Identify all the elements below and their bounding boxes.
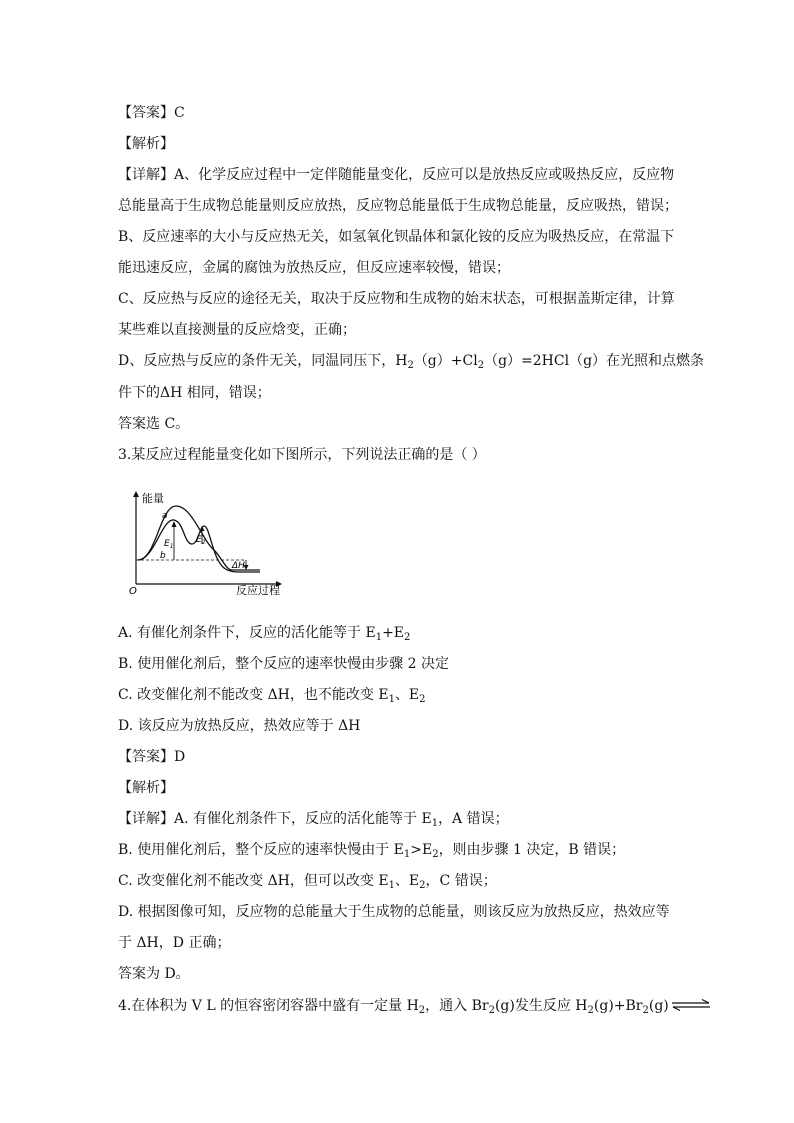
subscript: 2 bbox=[407, 360, 414, 371]
x-axis-label: 反应过程 bbox=[236, 584, 280, 596]
subscript: 1 bbox=[388, 694, 395, 705]
subscript: 2 bbox=[419, 694, 426, 705]
q3-detail-3-end: ，C 错误； bbox=[425, 873, 497, 889]
subscript: 1 bbox=[375, 632, 383, 643]
q2-detail-7-part-a: D、反应热与反应的条件无关，同温同压下，H bbox=[118, 353, 408, 369]
e2-subscript: 2 bbox=[201, 539, 206, 546]
q2-detail-line-6: 某些难以直接测量的反应焓变，正确； bbox=[118, 322, 356, 338]
subscript: 1 bbox=[431, 818, 439, 829]
q3-conclusion: 答案为 D。 bbox=[118, 966, 190, 982]
q3-answer: 【答案】D bbox=[118, 749, 186, 765]
q3-analysis-heading: 【解析】 bbox=[118, 780, 174, 796]
e1-letter: E bbox=[164, 539, 170, 549]
subscript: 2 bbox=[418, 1005, 426, 1016]
e1-arrowhead bbox=[172, 521, 177, 527]
y-axis-label: 能量 bbox=[142, 492, 164, 505]
q3-option-c bbox=[118, 686, 426, 704]
curve-a-label: a bbox=[162, 511, 168, 521]
subscript: 2 bbox=[488, 1005, 495, 1016]
e1-label bbox=[164, 539, 174, 550]
origin-label: O bbox=[129, 586, 137, 596]
q3-detail-3-text: C. 改变催化剂不能改变 ΔH，但可以改变 E bbox=[118, 873, 389, 889]
option-a-plus: +E bbox=[382, 625, 405, 641]
q3-option-a bbox=[118, 624, 410, 642]
subscript: 2 bbox=[587, 1005, 594, 1016]
q3-detail-1-end: ，A 错误； bbox=[438, 811, 509, 827]
option-c-sep: 、E bbox=[394, 687, 420, 703]
q4-stem-b: ，通入 Br bbox=[425, 998, 489, 1014]
q4-stem-d: (g)+Br bbox=[593, 998, 643, 1014]
q2-detail-line-4: 能迅速反应，金属的腐蚀为放热反应，但反应速率较慢，错误； bbox=[118, 260, 510, 276]
subscript: 1 bbox=[403, 849, 411, 860]
q4-stem-e: (g) bbox=[648, 998, 669, 1014]
q3-detail-3-mid: 、E bbox=[394, 873, 420, 889]
q4-stem bbox=[118, 997, 711, 1015]
subscript: 2 bbox=[419, 880, 426, 891]
q3-detail-line-2 bbox=[118, 841, 625, 859]
e2-arrowhead bbox=[200, 526, 205, 531]
q2-detail-line-5: C、反应热与反应的途径无关，取决于反应物和生成物的始末状态，可根据盖斯定律，计算 bbox=[118, 291, 675, 307]
q4-stem-a: 4.在体积为 V L 的恒容密闭容器中盛有一定量 H bbox=[118, 998, 419, 1014]
option-c-text: C. 改变催化剂不能改变 ΔH，也不能改变 E bbox=[118, 687, 389, 703]
q3-detail-line-3 bbox=[118, 872, 497, 890]
subscript: 2 bbox=[404, 632, 411, 643]
q2-detail-line-7 bbox=[118, 352, 704, 370]
e1-subscript: 1 bbox=[169, 543, 174, 550]
subscript: 2 bbox=[477, 360, 485, 371]
subscript: 2 bbox=[642, 1005, 649, 1016]
q2-detail-line-8: 件下的ΔH 相同，错误； bbox=[118, 385, 271, 401]
q3-option-d: D. 该反应为放热反应，热效应等于 ΔH bbox=[118, 718, 361, 734]
q4-stem-c: (g)发生反应 H bbox=[494, 998, 588, 1014]
q2-detail-line-1: 【详解】A、化学反应过程中一定伴随能量变化，反应可以是放热反应或吸热反应，反应物 bbox=[118, 167, 675, 183]
q3-detail-line-4: D. 根据图像可知，反应物的总能量大于生成物的总能量，则该反应为放热反应，热效应等 bbox=[118, 904, 670, 920]
q2-answer: 【答案】C bbox=[118, 105, 185, 121]
dh-label: ΔH bbox=[232, 561, 245, 571]
q2-detail-line-3: B、反应速率的大小与反应热无关，如氢氧化钡晶体和氯化铵的反应为吸热反应，在常温下 bbox=[118, 229, 675, 245]
q3-detail-line-5: 于 ΔH，D 正确； bbox=[118, 935, 231, 951]
curve-b-label: b bbox=[160, 551, 166, 561]
q3-detail-1-text: 【详解】A. 有催化剂条件下，反应的活化能等于 E bbox=[118, 811, 432, 827]
q2-detail-7-part-c: （g）=2HCl（g）在光照和点燃条 bbox=[484, 353, 705, 369]
q3-detail-line-1 bbox=[118, 810, 509, 828]
q3-stem: 3.某反应过程能量变化如下图所示，下列说法正确的是（ ） bbox=[118, 447, 486, 463]
subscript: 2 bbox=[432, 849, 439, 860]
y-axis-arrow bbox=[133, 491, 139, 497]
option-a-text: A. 有催化剂条件下，反应的活化能等于 E bbox=[118, 625, 376, 641]
q3-detail-2-mid: >E bbox=[410, 842, 433, 858]
q3-detail-2-text: B. 使用催化剂后，整个反应的速率快慢由于 E bbox=[118, 842, 404, 858]
subscript: 1 bbox=[388, 880, 395, 891]
q2-conclusion: 答案选 C。 bbox=[118, 416, 190, 432]
q2-detail-line-2: 总能量高于生成物总能量则反应放热，反应物总能量低于生成物总能量，反应吸热，错误； bbox=[118, 198, 678, 214]
q3-detail-2-end: ，则由步骤 1 决定，B 错误； bbox=[438, 842, 626, 858]
q2-analysis-heading: 【解析】 bbox=[118, 136, 174, 152]
energy-diagram bbox=[128, 488, 290, 596]
e2-letter: E bbox=[196, 535, 202, 545]
q3-option-b: B. 使用催化剂后，整个反应的速率快慢由步骤 2 决定 bbox=[118, 656, 449, 672]
q2-detail-7-part-b: （g）+Cl bbox=[413, 353, 478, 369]
equilibrium-arrow-icon bbox=[671, 999, 711, 1011]
